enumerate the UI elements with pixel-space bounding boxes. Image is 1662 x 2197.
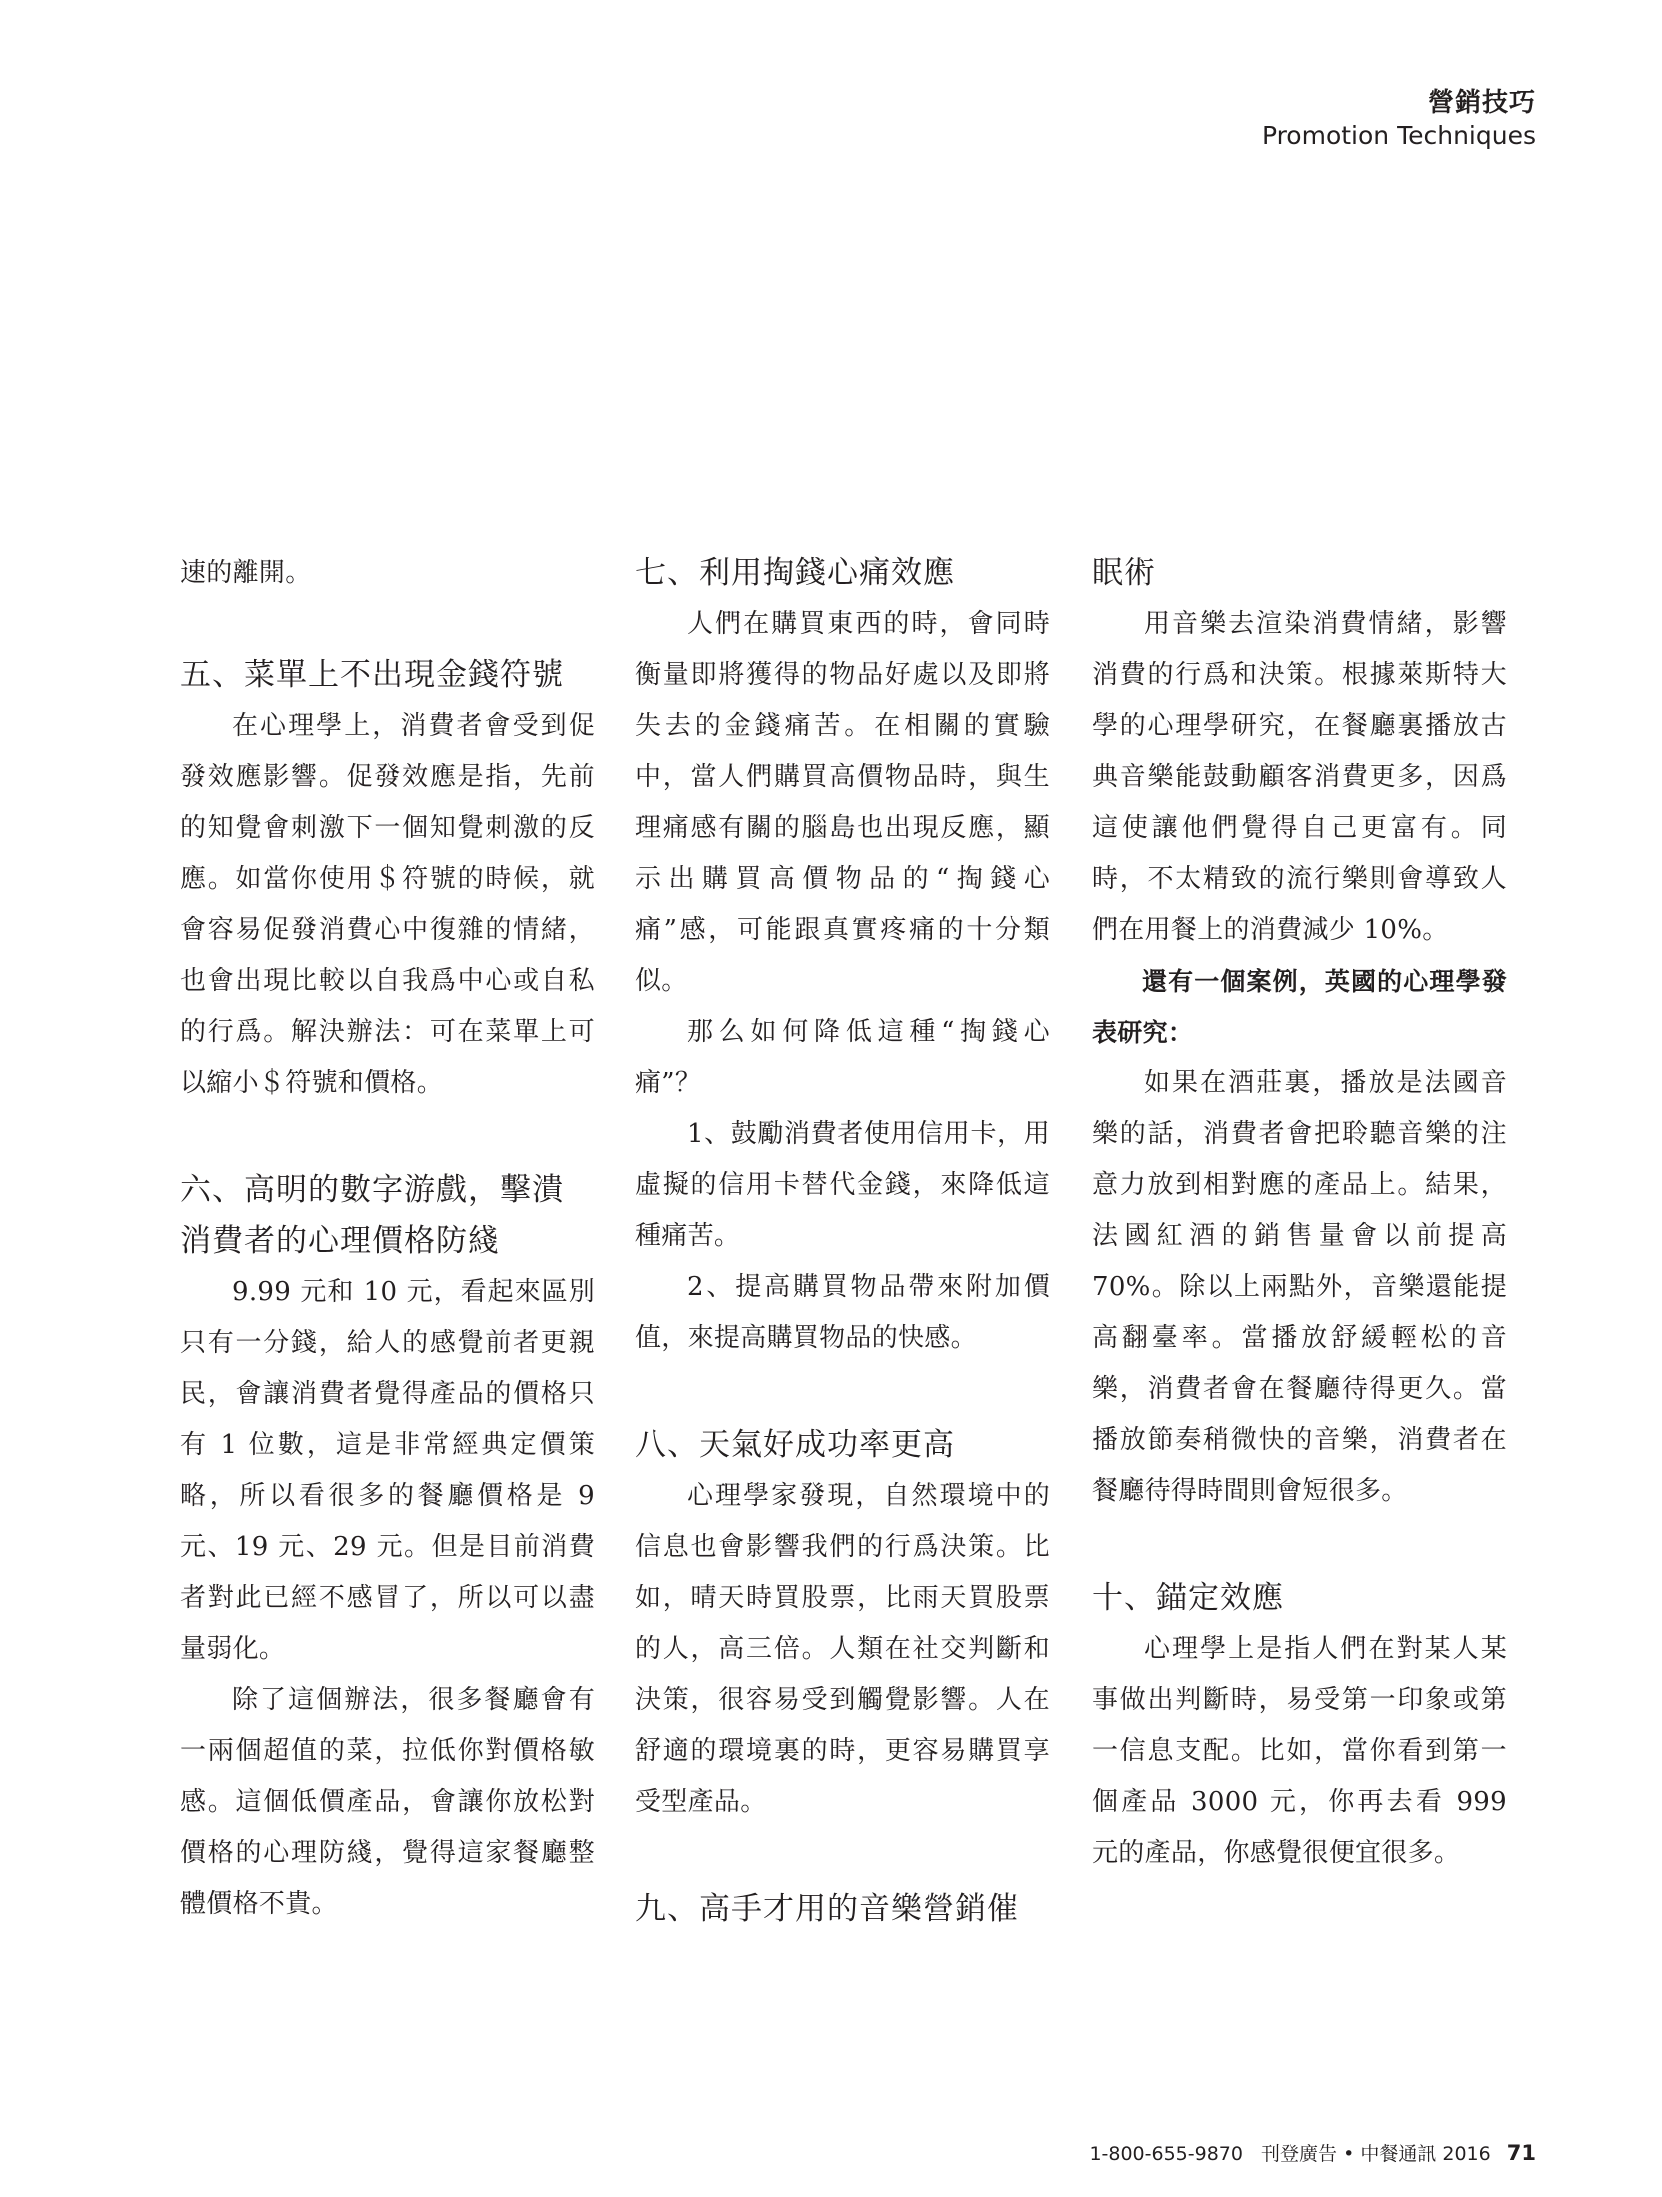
paragraph-6a: 9.99 元和 10 元，看起來區別只有一分錢，給人的感覺前者更親民，會讓消費者覺得產品的價格只有 1 位數，這是非常經典定價策略，所以看很多的餐廳價格是 9 元、19 元、29 元。但是目前消費者對此已經不感冒了，所以可以盡量弱化。	[180, 1277, 595, 1664]
paragraph-7a: 人們在購買東西的時，會同時衡量即將獲得的物品好處以及即將失去的金錢痛苦。在相關的實驗中，當人們購買高價物品時，與生理痛感有關的腦島也出現反應，顯示出購買高價物品的“掏錢心痛”感，可能跟真實疼痛的十分類似。	[635, 609, 1050, 996]
heading-9-part1: 九、高手才用的音樂營銷催	[635, 1891, 1019, 1927]
paragraph-9a: 用音樂去渲染消費情緒，影響消費的行爲和決策。根據萊斯特大學的心理學研究，在餐廳裏播放古典音樂能鼓動顧客消費更多，因爲這使讓他們覺得自己更富有。同時，不太精致的流行樂則會導致人們在用餐上的消費減少 10%。	[1092, 609, 1507, 945]
footer-label: 刊登廣告 • 中餐通訊 2016	[1261, 2143, 1491, 2165]
continued-text: 速的離開。	[180, 558, 312, 588]
column-3	[1092, 548, 1507, 1879]
section-header	[1262, 86, 1536, 152]
heading-10: 十、錨定效應	[1092, 1580, 1284, 1616]
paragraph-7c: 1、鼓勵消費者使用信用卡，用虛擬的信用卡替代金錢，來降低這種痛苦。	[635, 1119, 1050, 1251]
heading-9-part2: 眠術	[1092, 555, 1156, 591]
paragraph-9b-bold: 還有一個案例，英國的心理學發表研究：	[1092, 967, 1507, 1047]
paragraph-5: 在心理學上，消費者會受到促發效應影響。促發效應是指，先前的知覺會刺激下一個知覺刺激的反應。如當你使用＄符號的時候，就會容易促發消費心中復雜的情緒，也會出現比較以自我爲中心或自私的行爲。解決辦法：可在菜單上可以縮小＄符號和價格。	[180, 711, 595, 1098]
category-title-zh: 營銷技巧	[1427, 88, 1536, 118]
paragraph-9c: 如果在酒莊裏，播放是法國音樂的話，消費者會把聆聽音樂的注意力放到相對應的產品上。結果，法國紅酒的銷售量會以前提高 70%。除以上兩點外，音樂還能提高翻臺率。當播放舒緩輕松的音樂，消費者會在餐廳待得更久。當播放節奏稍微快的音樂，消費者在餐廳待得時間則會短很多。	[1092, 1068, 1507, 1506]
page-footer	[1089, 2140, 1536, 2167]
heading-7: 七、利用掏錢心痛效應	[635, 555, 955, 591]
heading-6: 六、高明的數字游戲，擊潰消費者的心理價格防綫	[180, 1172, 564, 1259]
paragraph-6b: 除了這個辦法，很多餐廳會有一兩個超值的菜，拉低你對價格敏感。這個低價產品，會讓你放松對價格的心理防綫，覺得這家餐廳整體價格不貴。	[180, 1685, 595, 1919]
paragraph-8: 心理學家發現，自然環境中的信息也會影響我們的行爲決策。比如，晴天時買股票，比雨天買股票的人，高三倍。人類在社交判斷和決策，很容易受到觸覺影響。人在舒適的環境裏的時，更容易購買享受型產品。	[635, 1481, 1050, 1817]
column-1	[180, 548, 595, 1930]
footer-phone: 1-800-655-9870	[1089, 2143, 1243, 2165]
paragraph-10: 心理學上是指人們在對某人某事做出判斷時，易受第一印象或第一信息支配。比如，當你看到第一個產品 3000 元，你再去看 999 元的產品，你感覺很便宜很多。	[1092, 1634, 1507, 1868]
page-number: 71	[1506, 2141, 1536, 2165]
heading-5: 五、菜單上不出現金錢符號	[180, 657, 564, 693]
paragraph-7b: 那么如何降低這種“掏錢心痛”？	[635, 1017, 1050, 1098]
column-2	[635, 548, 1050, 1935]
heading-8: 八、天氣好成功率更高	[635, 1427, 955, 1463]
paragraph-7d: 2、提高購買物品帶來附加價值，來提高購買物品的快感。	[635, 1272, 1050, 1353]
category-title-en: Promotion Techniques	[1261, 121, 1536, 150]
